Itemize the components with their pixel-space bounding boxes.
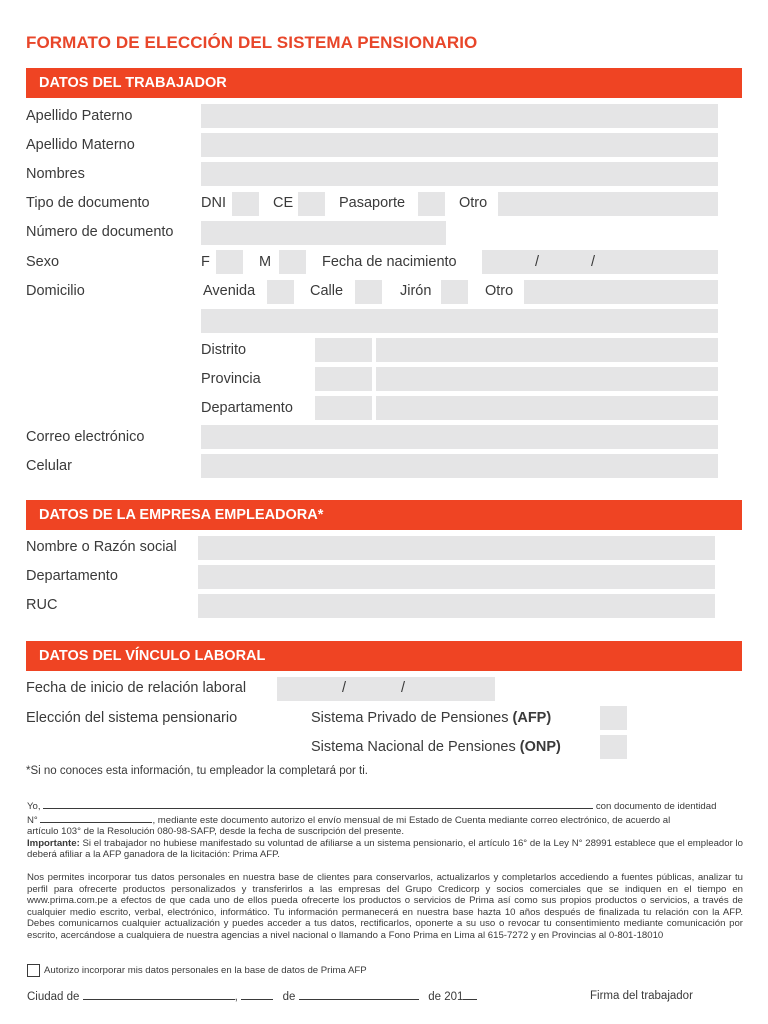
label-calle: Calle xyxy=(310,283,344,299)
label-otro-doc: Otro xyxy=(459,195,488,211)
label-tipo-documento: Tipo de documento xyxy=(26,195,150,211)
numero-documento-field[interactable] xyxy=(201,221,446,245)
label-eleccion: Elección del sistema pensionario xyxy=(26,710,238,726)
section-company-header: DATOS DE LA EMPRESA EMPLEADORA* xyxy=(26,500,742,530)
name-underline[interactable] xyxy=(43,799,593,809)
avenida-checkbox[interactable] xyxy=(267,280,294,304)
label-ce: CE xyxy=(273,195,294,211)
date-separator: / xyxy=(535,254,540,270)
pasaporte-checkbox[interactable] xyxy=(418,192,445,216)
label-nombre-razon: Nombre o Razón social xyxy=(26,539,177,555)
departamento-code-field[interactable] xyxy=(315,396,372,420)
privacy-paragraph: Nos permites incorporar tus datos personales en nuestra base de clientes para conservarlos, actualizarlos y completarlos accediendo a fuentes públicas, analizar tu perfil para ofrecerte productos personalizados y transferirlos a las empresas del Grupo Credicorp y socios comerciales que se indiquen en el tiempo en www.prima.com.pe a efectos de que cada uno de ellos pueda ofrecerte los productos o servicios de Prima así como sus propios productos o servicios, a través de cualquier medio escrito, verbal, electrónico, informático. Tu información permanecerá en nuestra base hazta 10 años después de finalizada tu relación con la AFP. Debes comunicarnos cualquier actualización y puedes acceder a tus datos, rectificarlos, oponerte a su uso o revocar tu consentimiento mediante comunicación por escrito, acercándose a cualquiera de nuestra agencias a nivel nacional o llamando a Fono Prima en Lima al 615-7272 y en Provincias al 0-801-18010 xyxy=(27,872,743,941)
section-worker-header: DATOS DEL TRABAJADOR xyxy=(26,68,742,98)
departamento-empresa-field[interactable] xyxy=(198,565,715,589)
label-spp: Sistema Privado de Pensiones (AFP) xyxy=(311,710,552,726)
label-sexo: Sexo xyxy=(26,254,60,270)
label-dni: DNI xyxy=(201,195,226,211)
label-avenida: Avenida xyxy=(203,283,256,299)
label-celular: Celular xyxy=(26,458,72,474)
calle-checkbox[interactable] xyxy=(355,280,382,304)
label-domicilio: Domicilio xyxy=(26,283,85,299)
day-underline[interactable] xyxy=(241,990,273,1000)
sexo-m-checkbox[interactable] xyxy=(279,250,306,274)
otro-domicilio-field[interactable] xyxy=(524,280,718,304)
consent-paragraph: Yo, con documento de identidad N° , mediante este documento autorizo el envío mensual de mi Estado de Cuenta mediante correo electrónico, de acuerdo al artículo 103° de la Resolución 080-98-SAFP, desde la fecha de suscripción del presente. Importante: Si el trabajador no hubiese manifestado su voluntad de afiliarse a un sistema pensionario, el artículo 16° de la Ley N° 28991 establece que el empleador lo deberá afiliar a la AFP ganadora de la licitación: Prima AFP. xyxy=(27,801,743,861)
label-fecha-inicio: Fecha de inicio de relación laboral xyxy=(26,680,247,696)
dni-checkbox[interactable] xyxy=(232,192,259,216)
label-ruc: RUC xyxy=(26,597,58,613)
correo-field[interactable] xyxy=(201,425,718,449)
departamento-field[interactable] xyxy=(376,396,718,420)
autorizo-checkbox[interactable] xyxy=(27,964,40,977)
afp-checkbox[interactable] xyxy=(600,706,627,730)
label-f: F xyxy=(201,254,210,270)
celular-field[interactable] xyxy=(201,454,718,478)
distrito-field[interactable] xyxy=(376,338,718,362)
nombres-field[interactable] xyxy=(201,162,718,186)
city-underline[interactable] xyxy=(83,990,235,1000)
distrito-code-field[interactable] xyxy=(315,338,372,362)
otro-doc-field[interactable] xyxy=(498,192,718,216)
fecha-nacimiento-field[interactable] xyxy=(482,250,718,274)
autorizo-label: Autorizo incorporar mis datos personales en la base de datos de Prima AFP xyxy=(44,965,367,976)
year-underline[interactable] xyxy=(463,990,477,1000)
document-number-underline[interactable] xyxy=(40,813,152,823)
ruc-field[interactable] xyxy=(198,594,715,618)
label-m: M xyxy=(259,254,272,270)
label-apellido-materno: Apellido Materno xyxy=(26,137,135,153)
apellido-materno-field[interactable] xyxy=(201,133,718,157)
provincia-code-field[interactable] xyxy=(315,367,372,391)
footnote: *Si no conoces esta información, tu empleador la completará por ti. xyxy=(26,765,368,777)
label-numero-documento: Número de documento xyxy=(26,224,174,240)
label-apellido-paterno: Apellido Paterno xyxy=(26,108,133,124)
razon-social-field[interactable] xyxy=(198,536,715,560)
provincia-field[interactable] xyxy=(376,367,718,391)
label-correo: Correo electrónico xyxy=(26,429,145,445)
label-jiron: Jirón xyxy=(400,283,432,299)
label-nombres: Nombres xyxy=(26,166,85,182)
footer-city-date: Ciudad de , de de 201 xyxy=(27,990,477,1003)
jiron-checkbox[interactable] xyxy=(441,280,468,304)
date-separator: / xyxy=(401,680,406,696)
date-separator: / xyxy=(591,254,596,270)
domicilio-field[interactable] xyxy=(201,309,718,333)
label-distrito: Distrito xyxy=(201,342,247,358)
sexo-f-checkbox[interactable] xyxy=(216,250,243,274)
date-separator: / xyxy=(342,680,347,696)
firma-label: Firma del trabajador xyxy=(590,990,693,1002)
apellido-paterno-field[interactable] xyxy=(201,104,718,128)
label-departamento-empresa: Departamento xyxy=(26,568,118,584)
month-underline[interactable] xyxy=(299,990,419,1000)
onp-checkbox[interactable] xyxy=(600,735,627,759)
ce-checkbox[interactable] xyxy=(298,192,325,216)
label-otro-domicilio: Otro xyxy=(485,283,514,299)
section-link-header: DATOS DEL VÍNCULO LABORAL xyxy=(26,641,742,671)
label-snp: Sistema Nacional de Pensiones (ONP) xyxy=(311,739,561,755)
label-provincia: Provincia xyxy=(201,371,261,387)
form-title: FORMATO DE ELECCIÓN DEL SISTEMA PENSIONARIO xyxy=(26,33,478,52)
label-pasaporte: Pasaporte xyxy=(339,195,406,211)
label-departamento: Departamento xyxy=(201,400,293,416)
fecha-inicio-field[interactable] xyxy=(277,677,495,701)
label-fecha-nacimiento: Fecha de nacimiento xyxy=(322,254,457,270)
